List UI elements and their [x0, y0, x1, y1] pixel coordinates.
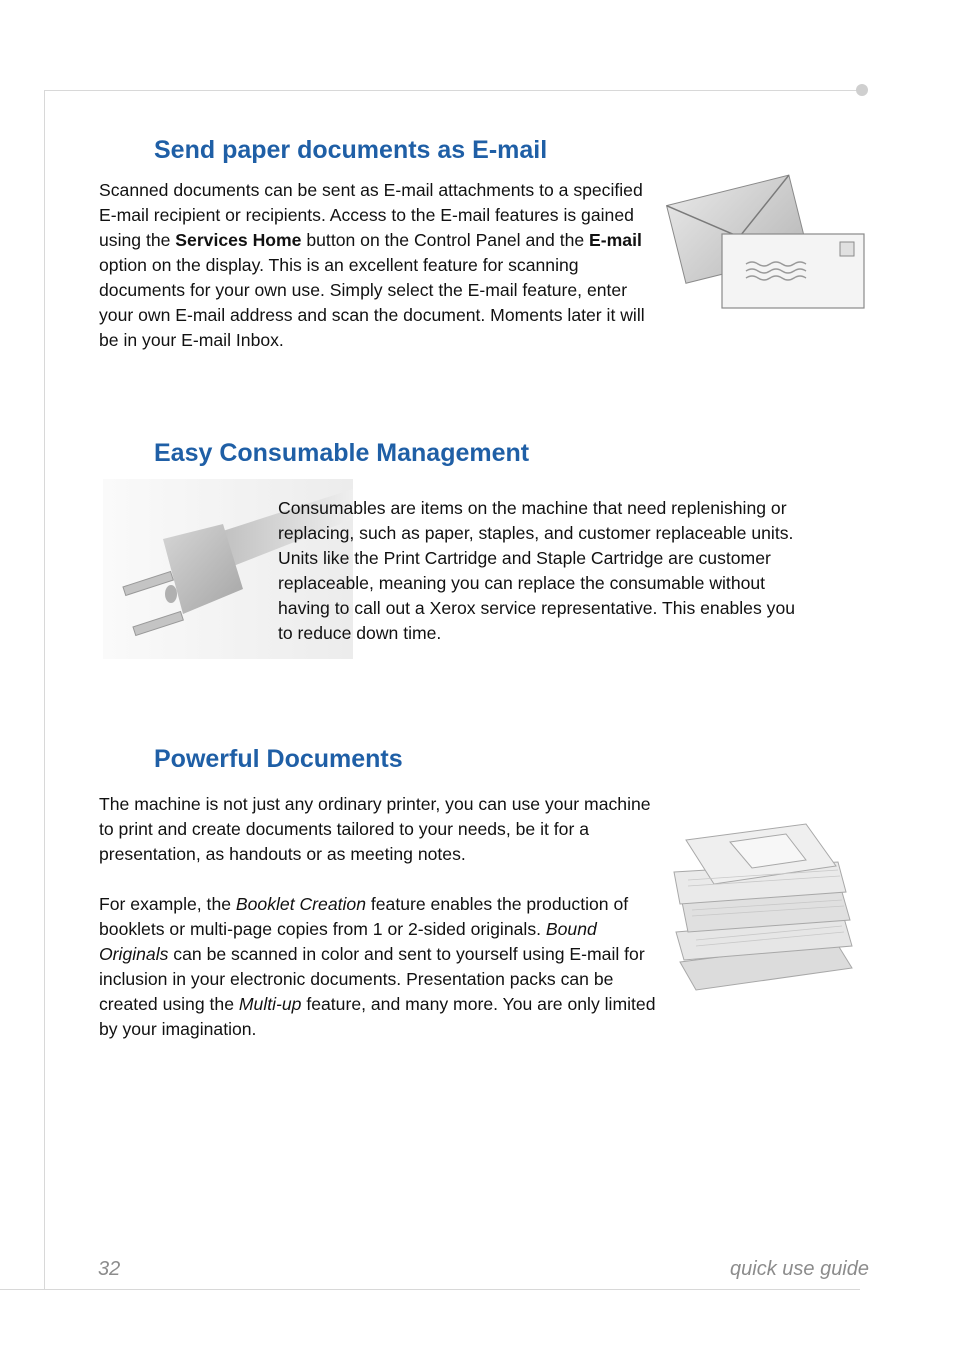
multi-up-term: Multi-up	[238, 994, 302, 1014]
section-title-email: Send paper documents as E-mail	[154, 136, 548, 164]
bottom-rule	[0, 1289, 860, 1290]
section-title-powerful-documents: Powerful Documents	[154, 745, 403, 773]
bound-term: Bound	[545, 919, 597, 939]
consumables-paragraph: Consumables are items on the machine that need replenishing or replacing, such as paper, staples, and customer replaceable units. Units like the Print Cartridge and Staple Cartridge are customer replaceable, meaning you can replace the consumable without having to call out a Xerox service representative. This enables you to reduce down time.	[278, 498, 796, 643]
corner-dot	[856, 84, 868, 96]
email-paragraph: Scanned documents can be sent as E-mail attachments to a specified E-mail recipient or recipients. Access to the E-mail features is gained using the Services Home button on the Control Panel and the E-mail option on the display. This is an excellent feature for scanning documents for your own use. Simply select the E-mail feature, enter your own E-mail address and scan the document. Moments later it will be in your E-mail Inbox.	[99, 180, 645, 350]
left-margin-rule	[44, 90, 45, 1290]
email-term: E-mail	[589, 230, 642, 250]
top-rule	[44, 90, 858, 91]
originals-term: Originals	[99, 944, 169, 964]
powerful-documents-paragraph: The machine is not just any ordinary printer, you can use your machine to print and create documents tailored to your needs, be it for a presentation, as handouts or as meeting notes. For example, the Booklet Creation feature enables the production of booklets or multi-page copies from 1 or 2-sided originals. Bound Originals can be scanned in color and sent to yourself using E-mail for inclusion in your electronic documents. Presentation packs can be created using the Multi-up feature, and many more. You are only limited by your imagination.	[99, 794, 656, 1039]
services-home-term: Services Home	[175, 230, 302, 250]
section-title-consumables: Easy Consumable Management	[154, 439, 530, 467]
envelope-illustration	[664, 168, 866, 312]
page-number: 32	[98, 1258, 121, 1280]
book-stack-illustration	[666, 822, 858, 998]
booklet-creation-term: Booklet Creation	[235, 894, 366, 914]
guide-title: quick use guide	[730, 1258, 869, 1280]
